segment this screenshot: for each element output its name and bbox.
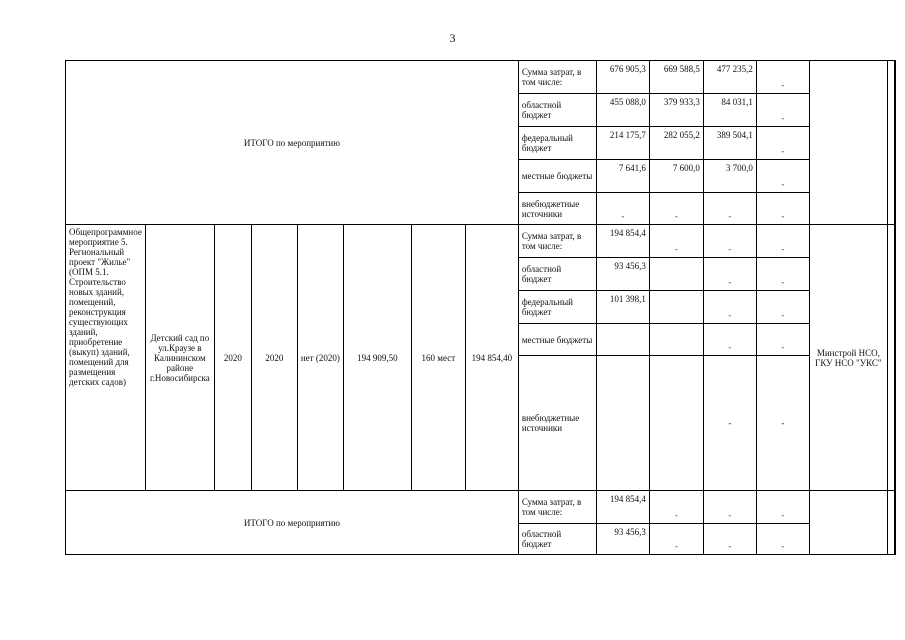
funding-table xyxy=(65,60,896,555)
measure-description: Общепрограммное мероприятие 5. Региональный проект "Жилье" (ОПМ 5.1. Строительство новых зданий, помещений, реконструкция существующих зданий, приобретение (выкуп) зданий, помещений для размещения детских садов) xyxy=(66,225,146,491)
value-cell: - xyxy=(756,524,809,555)
category-cell: местные бюджеты xyxy=(518,160,596,193)
category-cell: областной бюджет xyxy=(518,524,596,555)
value-cell: - xyxy=(596,193,649,225)
value-cell: - xyxy=(756,160,809,193)
capacity-cell: 160 мест xyxy=(411,225,465,491)
value-cell: 7 641,6 xyxy=(596,160,649,193)
value-cell: 214 175,7 xyxy=(596,127,649,160)
value-cell: - xyxy=(756,193,809,225)
table-row xyxy=(66,491,895,524)
value-cell: - xyxy=(649,193,703,225)
itogo-label: ИТОГО по мероприятию xyxy=(66,491,519,555)
value-cell: 93 456,3 xyxy=(596,524,649,555)
value-cell: - xyxy=(703,524,756,555)
edge-cell xyxy=(887,61,895,225)
value-cell: 669 588,5 xyxy=(649,61,703,94)
value-cell: 7 600,0 xyxy=(649,160,703,193)
year-start: 2020 xyxy=(214,225,251,491)
value-cell: - xyxy=(756,127,809,160)
responsible-cell xyxy=(809,61,887,225)
category-cell: федеральный бюджет xyxy=(518,291,596,324)
value-cell: - xyxy=(756,258,809,291)
value-cell: 194 854,4 xyxy=(596,225,649,258)
category-cell: областной бюджет xyxy=(518,258,596,291)
category-cell: внебюджетные источники xyxy=(518,193,596,225)
value-cell xyxy=(649,291,703,324)
category-cell: внебюджетные источники xyxy=(518,356,596,491)
edge-cell xyxy=(887,225,895,491)
value-cell: - xyxy=(756,94,809,127)
year-end: 2020 xyxy=(251,225,297,491)
value-cell: 101 398,1 xyxy=(596,291,649,324)
responsible-cell: Минстрой НСО, ГКУ НСО "УКС" xyxy=(809,225,887,491)
total-cell: 194 854,40 xyxy=(465,225,518,491)
table-row xyxy=(66,61,895,94)
value-cell: - xyxy=(756,324,809,356)
value-cell: - xyxy=(649,225,703,258)
value-cell: 676 905,3 xyxy=(596,61,649,94)
value-cell: 282 055,2 xyxy=(649,127,703,160)
category-cell: федеральный бюджет xyxy=(518,127,596,160)
value-cell: 477 235,2 xyxy=(703,61,756,94)
status-cell: нет (2020) xyxy=(297,225,343,491)
value-cell: 194 854,4 xyxy=(596,491,649,524)
value-cell xyxy=(649,356,703,491)
value-cell: - xyxy=(703,193,756,225)
value-cell: - xyxy=(756,356,809,491)
value-cell xyxy=(649,258,703,291)
value-cell: - xyxy=(649,524,703,555)
value-cell: 389 504,1 xyxy=(703,127,756,160)
value-cell: - xyxy=(703,258,756,291)
cost-cell: 194 909,50 xyxy=(343,225,411,491)
category-cell: Сумма затрат, в том числе: xyxy=(518,491,596,524)
table-row xyxy=(66,225,895,258)
value-cell: 455 088,0 xyxy=(596,94,649,127)
page-number: 3 xyxy=(449,31,456,45)
category-cell: областной бюджет xyxy=(518,94,596,127)
responsible-cell xyxy=(809,491,887,555)
category-cell: местные бюджеты xyxy=(518,324,596,356)
value-cell: 379 933,3 xyxy=(649,94,703,127)
value-cell: 3 700,0 xyxy=(703,160,756,193)
value-cell: - xyxy=(703,491,756,524)
value-cell: - xyxy=(649,491,703,524)
value-cell: - xyxy=(703,225,756,258)
value-cell: 93 456,3 xyxy=(596,258,649,291)
value-cell: - xyxy=(703,291,756,324)
value-cell: - xyxy=(703,356,756,491)
value-cell: - xyxy=(756,491,809,524)
category-cell: Сумма затрат, в том числе: xyxy=(518,225,596,258)
value-cell xyxy=(649,324,703,356)
object-name: Детский сад по ул.Краузе в Калининском районе г.Новосибирска xyxy=(145,225,214,491)
value-cell: - xyxy=(756,291,809,324)
itogo-label: ИТОГО по мероприятию xyxy=(66,61,519,225)
category-cell: Сумма затрат, в том числе: xyxy=(518,61,596,94)
edge-cell xyxy=(887,491,895,555)
value-cell: - xyxy=(756,225,809,258)
value-cell: 84 031,1 xyxy=(703,94,756,127)
value-cell: - xyxy=(703,324,756,356)
value-cell: - xyxy=(756,61,809,94)
value-cell xyxy=(596,324,649,356)
value-cell xyxy=(596,356,649,491)
